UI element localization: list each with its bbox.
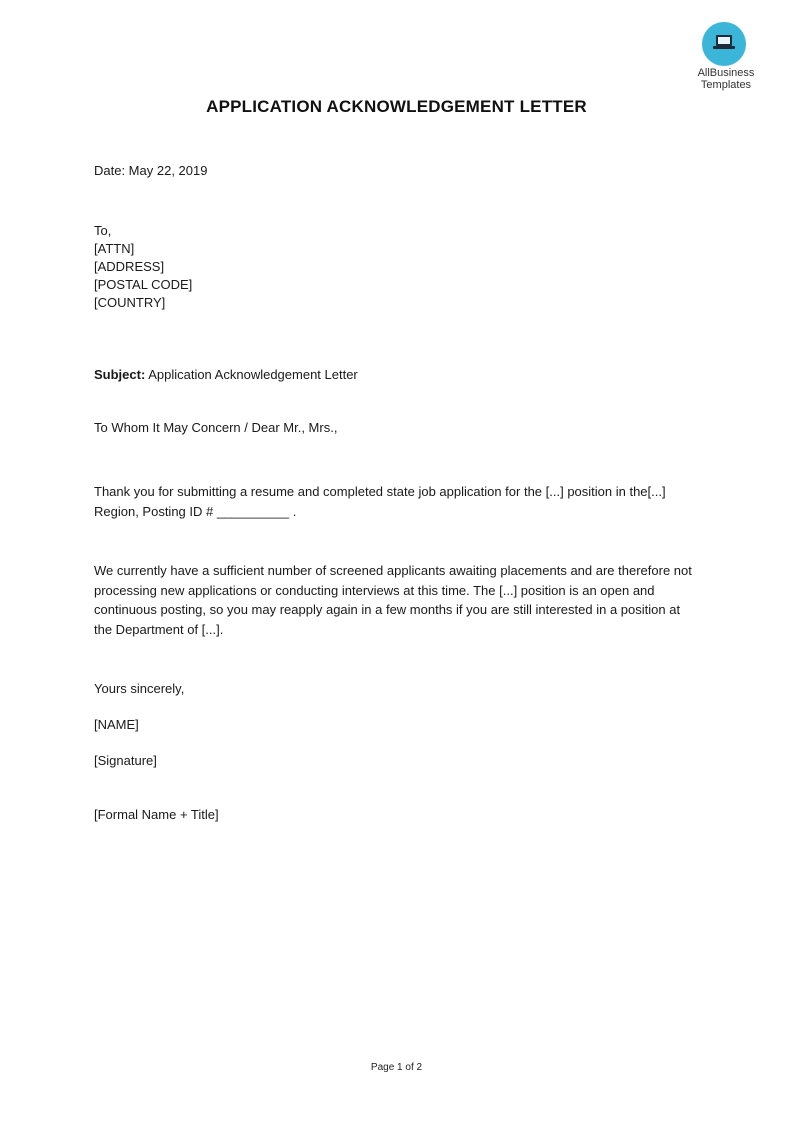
recipient-address: [ADDRESS]	[94, 259, 165, 274]
document-title: APPLICATION ACKNOWLEDGEMENT LETTER	[206, 97, 587, 116]
subject-text: Application Acknowledgement Letter	[145, 367, 358, 382]
logo-text-line1: AllBusiness	[697, 67, 755, 79]
allbusiness-logo	[690, 22, 762, 94]
logo-text-line2: Templates	[700, 79, 752, 91]
recipient-postal-code: [POSTAL CODE]	[94, 277, 193, 292]
sender-name: [NAME]	[94, 717, 139, 732]
recipient-to: To,	[94, 223, 112, 238]
body-paragraph-2: We currently have a sufficient number of screened applicants awaiting placements and are therefore not processing new applications or conducting interviews at this time. The [...] position is an open and continuous posting, so you may reapply again in a few months if you are still interested in a position at the Department of [...].	[94, 563, 692, 637]
body-paragraph-1: Thank you for submitting a resume and completed state job application for the [...] position in the[...] Region, Posting ID # __________ .	[94, 484, 666, 519]
subject-label: Subject:	[94, 367, 146, 382]
logo-circle	[702, 22, 746, 66]
salutation: To Whom It May Concern / Dear Mr., Mrs.,	[94, 420, 338, 435]
signature-placeholder: [Signature]	[94, 753, 157, 768]
sign-off: Yours sincerely,	[94, 681, 185, 696]
page-number: Page 1 of 2	[370, 1062, 423, 1073]
recipient-country: [COUNTRY]	[94, 295, 166, 310]
subject-line	[94, 365, 358, 384]
laptop-icon	[712, 34, 736, 50]
recipient-attn: [ATTN]	[94, 241, 135, 256]
logo-text	[690, 67, 762, 91]
letter-date: Date: May 22, 2019	[94, 163, 208, 178]
formal-name-title: [Formal Name + Title]	[94, 807, 219, 822]
